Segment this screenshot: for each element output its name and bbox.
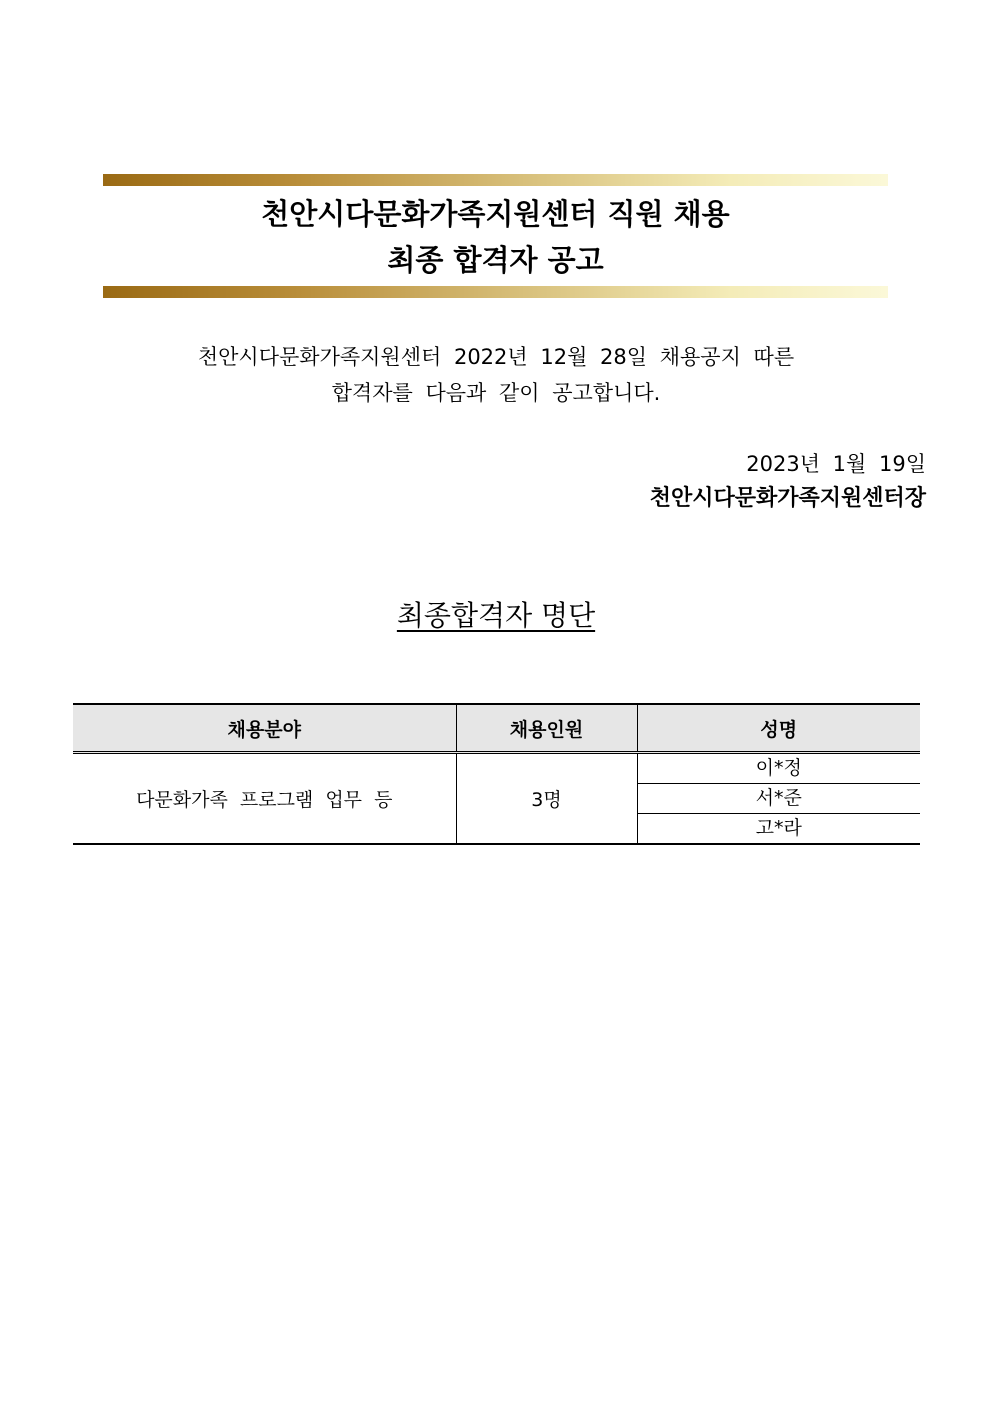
intro-text-line-1: 천안시다문화가족지원센터 2022년 12월 28일 채용공지 따른 bbox=[197, 345, 795, 369]
notice-title-line-2: 최종 합격자 공고 bbox=[387, 243, 604, 277]
table-header-row bbox=[73, 704, 920, 753]
header-name: 성명 bbox=[637, 704, 920, 753]
table-row bbox=[73, 753, 920, 784]
passer-name-cell: 고*라 bbox=[637, 814, 920, 845]
recruit-count-cell: 3명 bbox=[456, 753, 637, 845]
title-bottom-gold-bar bbox=[103, 286, 888, 298]
passer-name-cell: 서*준 bbox=[637, 784, 920, 814]
intro-text-line-2: 합격자를 다음과 같이 공고합니다. bbox=[331, 381, 661, 405]
section-title bbox=[0, 598, 992, 634]
notice-issuer: 천안시다문화가족지원센터장 bbox=[649, 486, 926, 511]
notice-date: 2023년 1월 19일 bbox=[746, 452, 926, 476]
header-field: 채용분야 bbox=[73, 704, 456, 753]
result-table bbox=[73, 703, 920, 845]
section-title-text: 최종합격자 명단 bbox=[396, 599, 596, 632]
title-top-gold-bar bbox=[103, 174, 888, 186]
passer-name-cell: 이*정 bbox=[637, 753, 920, 784]
recruit-field-cell: 다문화가족 프로그램 업무 등 bbox=[73, 753, 456, 845]
header-count: 채용인원 bbox=[456, 704, 637, 753]
notice-title-line-1: 천안시다문화가족지원센터 직원 채용 bbox=[261, 197, 730, 231]
